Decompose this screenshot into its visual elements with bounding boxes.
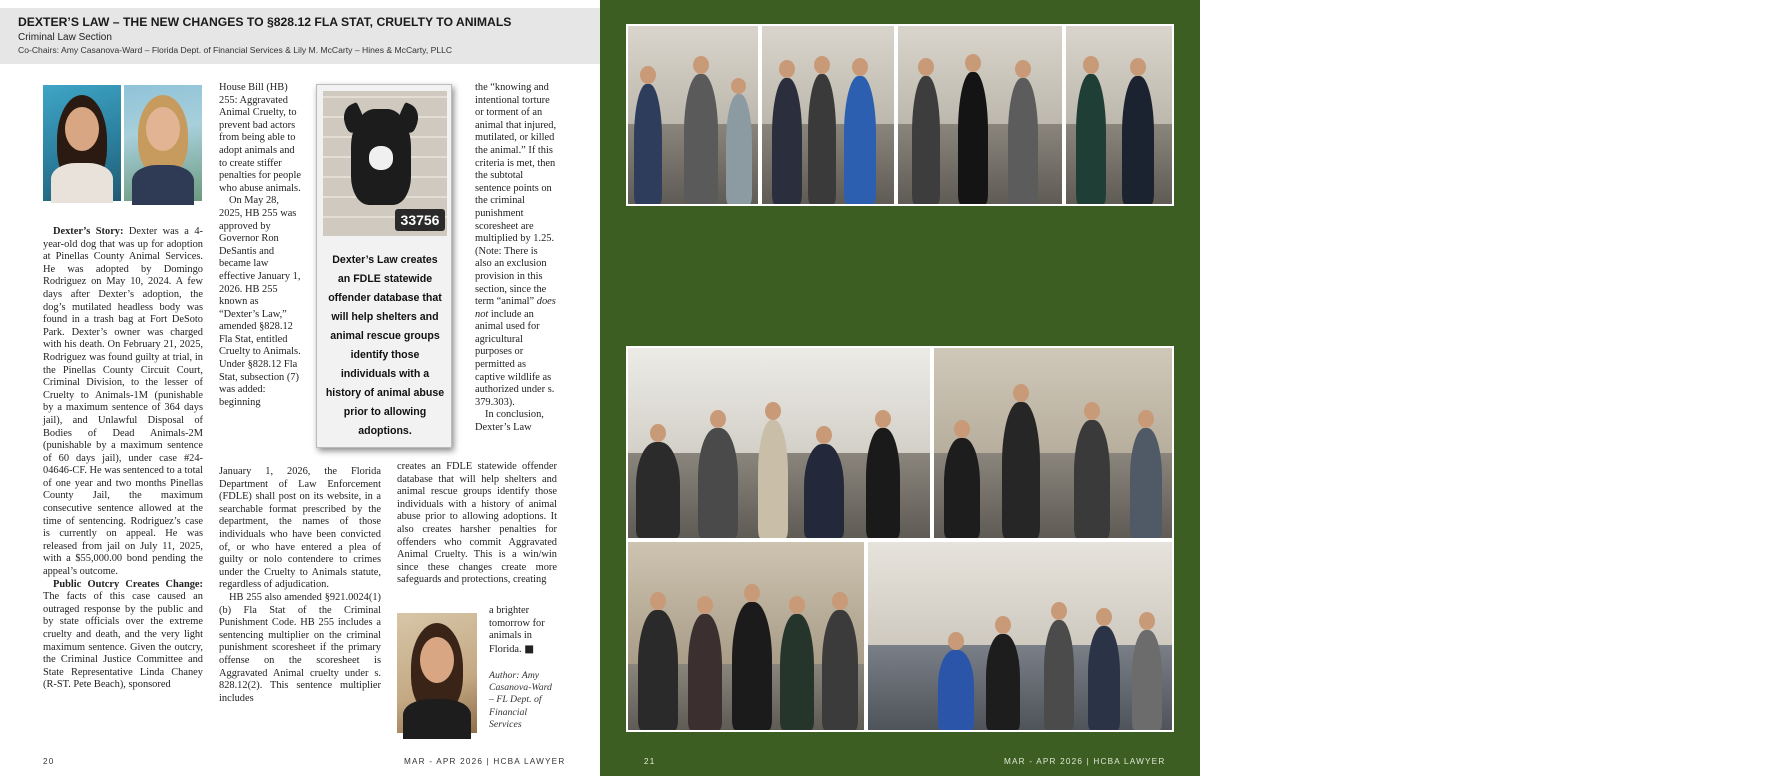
multiplier-emphasis: does not — [475, 296, 556, 320]
dexter-photo-caption: Dexter’s Law creates an FDLE statewide offender database that will help shelters and animal rescue groups identify those individuals with a history of animal abuse prior to allowing adoptions. — [325, 254, 445, 437]
co-chairs: Co-Chairs: Amy Casanova-Ward – Florida Dept. of Financial Services & Lily M. McCarty – Hines & McCarty, PLLC — [18, 45, 453, 55]
outcry-heading: Public Outcry Creates Change: — [53, 578, 203, 590]
page-number-right: 21 — [644, 757, 656, 766]
shelter-tag-number: 33756 — [395, 209, 445, 231]
multiplier-paragraph — [475, 82, 557, 409]
author-caption: Author: Amy Casanova-Ward – FL Dept. of Financial Services — [489, 670, 552, 730]
multiplier-column — [475, 82, 557, 435]
multiplier-text-1: the “knowing and intentional torture or torment of an animal that injured, mutilated, or killed the animal.” If this criteria is met, then the subtotal sentence points on the criminal punishment scoresheet are multiplied by 1.25. (Note: There is also an exclusion provision in this section, since the term “animal” — [475, 82, 557, 308]
left-page — [0, 0, 600, 776]
event-photo-6 — [932, 346, 1174, 540]
story-text: Dexter was a 4-year-old dog that was up for adoption at Pinellas County Animal Services. He was adopted by Domingo Rodriguez on May 10, 2024. A few days after Dexter’s adoption, the dog’s mutilated headless body was found in a trash bag at Fort DeSoto Park. Dexter’s owner was charged with his death. On February 21, 2025, Rodriguez was found guilty at trial, in the Pinellas County Circuit Court, Criminal Division, to the lesser of Cruelty to Animals-1M (punishable by a maximum sentence of 364 days jail), and Unlawful Disposal of Bodies of Dead Animals-2M (punishable by a maximum sentence of 60 days jail), under case #24-04646-CF. He was sentenced to a total of one year and two months Pinellas County Jail, the maximum consecutive sentence allowed at the time of sentencing. Rodriguez’s case is currently on appeal. He was released from jail on July 11, 2025, with a $55,000.00 bond pending the appeal’s outcome. — [43, 226, 203, 578]
bill-paragraph-3: January 1, 2026, the Florida Department of Law Enforcement (FDLE) shall post on its website, in a searchable format prescribed by the department, the names of those individuals who have been convicted of, or who have entered a plea of guilty or nolo contendere to crimes under the Cruelty to Animals statute, regardless of adjudication. — [219, 466, 381, 591]
closing-paragraph — [489, 605, 557, 656]
event-photo-1 — [626, 24, 760, 206]
yld-article-title: YLD Hosts Coffee at the Courthouse & Judicial Shadowing Day — [1228, 228, 1704, 248]
event-photo-7 — [626, 540, 866, 732]
article-title: DEXTER’S LAW – THE NEW CHANGES TO §828.12 FLA STAT, CRUELTY TO ANIMALS — [18, 15, 512, 29]
outcry-text: The facts of this case caused an outraged response by the public and by state officials over the extreme cruelty and death, and the very light maximum sentence. Given the outcry, the Criminal Justice Committee and State Representative Linda Chaney (R-ST. Pete Beach), sponsored — [43, 591, 203, 691]
conclusion-lead: In conclusion, Dexter’s Law — [475, 409, 544, 434]
bill-paragraph-1: House Bill (HB) 255: Aggravated Animal Cruelty, to prevent bad actors from being able to adopt animals and to create stiffer penalties for people who abuse animals. — [219, 82, 301, 194]
event-photo-8 — [866, 540, 1174, 732]
event-photo-2 — [760, 24, 896, 206]
bill-paragraph-4: HB 255 also amended §921.0024(1)(b) Fla Stat of the Criminal Punishment Code. HB 255 includes a sentencing multiplier on the criminal punishment scoresheet if the primary offense on the scoresheet is Aggravated Animal cruelty under s. 828.12(2). This sentence multiplier includes — [219, 591, 381, 704]
co-chair-photo-1 — [43, 85, 121, 201]
bill-column-wide — [219, 466, 381, 705]
end-mark: ■ — [524, 642, 535, 655]
event-photo-4 — [1064, 24, 1174, 206]
page-number: 20 — [43, 757, 55, 766]
story-column — [43, 226, 203, 692]
right-page — [600, 0, 1772, 776]
closing-text: a brighter tomorrow for animals in Florida. — [489, 605, 545, 655]
author-photo — [397, 613, 477, 733]
closing-column — [489, 605, 557, 656]
running-head: MAR - APR 2026 | HCBA LAWYER — [404, 757, 566, 766]
co-chair-photo-2 — [124, 85, 202, 201]
bill-paragraph-2: On May 28, 2025, HB 255 was approved by Governor Ron DeSantis and became law effective January 1, 2026. HB 255 known as “Dexter’s Law,” amended §828.12 Fla Stat, entitled Cruelty to Animals. Under §828.12 Fla Stat, subsection (7) was added: beginning — [219, 195, 301, 408]
dexter-photo-box — [316, 84, 452, 448]
bill-column — [219, 82, 301, 409]
event-photo-3 — [896, 24, 1064, 206]
conclusion-column — [397, 461, 557, 587]
multiplier-text-2: include an animal used for agricultural purposes or permitted as captive wildlife as authorized under s. 379.303). — [475, 308, 555, 408]
dexter-photo — [323, 91, 447, 236]
conclusion-paragraph: creates an FDLE statewide offender database that will help shelters and animal rescue groups identify those individuals with a history of animal abuse prior to allowing adoptions. It also creates harsher penalties for offenders who commit Aggravated Animal Cruelty. This is a win/win since these changes create more safeguards and protections, creating — [397, 461, 557, 586]
article-header — [0, 8, 600, 64]
section-name: Criminal Law Section — [18, 32, 112, 43]
yld-article-body: The HCBA Young Lawyers Division, in partnership with the Hillsborough Association for Women Lawyers YLD, George Edgecomb Bar Association YLD, and Tampa Hispanic Bar Association YLD, hosted another successful Coffee at the Courthouse and Judicial Shadowing Day on January 27 at the George E. Edgecomb Courthouse. The program provided young lawyers the opportunity to meet and engage with judges of the 13th Judicial Circuit over breakfast and lunch, followed by a full day of judicial shadowing. The event offered valuable insight into the daily responsibilities of the judiciary and fostered meaningful connections between the Bench and Bar. — [1228, 256, 1772, 331]
event-photo-5 — [626, 346, 932, 540]
running-head-right: MAR - APR 2026 | HCBA LAWYER — [1004, 757, 1166, 766]
story-heading: Dexter’s Story: — [53, 226, 124, 237]
